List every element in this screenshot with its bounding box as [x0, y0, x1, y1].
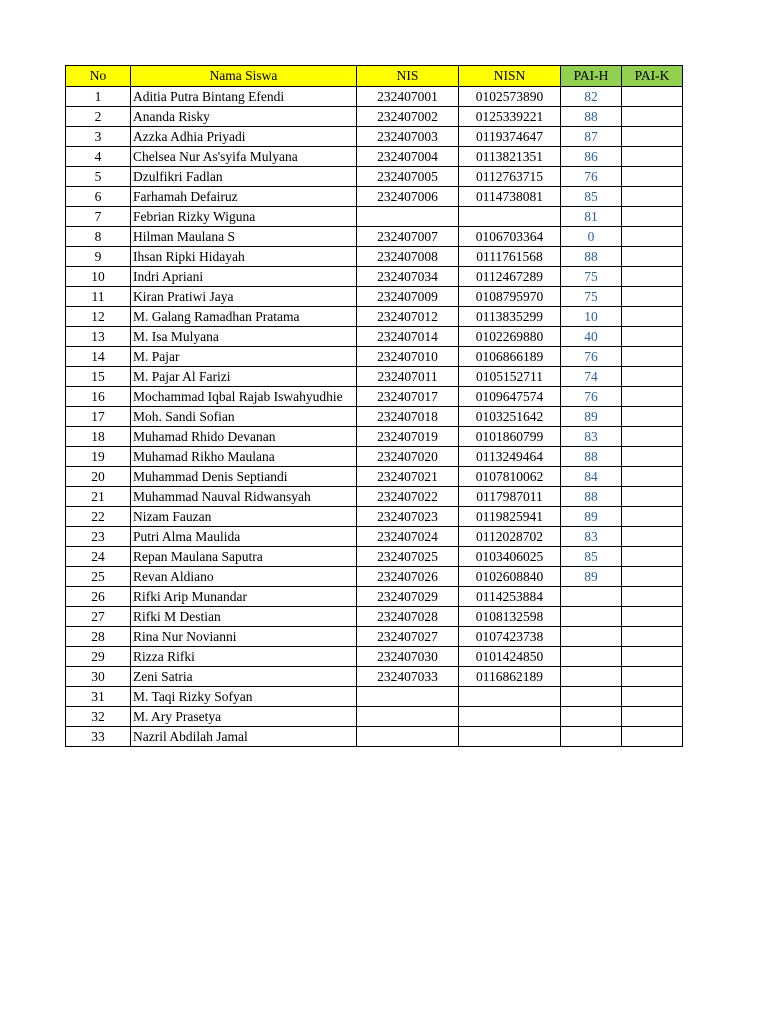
cell-nis[interactable]: 232407025 [357, 547, 459, 567]
cell-nis[interactable] [357, 727, 459, 747]
cell-nis[interactable]: 232407024 [357, 527, 459, 547]
cell-pai-h[interactable] [561, 687, 622, 707]
cell-nis[interactable]: 232407034 [357, 267, 459, 287]
table-row [66, 687, 683, 707]
cell-pai-h[interactable]: 83 [561, 527, 622, 547]
cell-no[interactable]: 16 [66, 387, 131, 407]
cell-nisn[interactable]: 0113821351 [459, 147, 561, 167]
cell-nis[interactable]: 232407003 [357, 127, 459, 147]
cell-pai-h[interactable] [561, 647, 622, 667]
cell-nisn[interactable]: 0109647574 [459, 387, 561, 407]
cell-nama-siswa[interactable]: M. Ary Prasetya [131, 707, 357, 727]
cell-nis[interactable]: 232407020 [357, 447, 459, 467]
cell-nisn[interactable] [459, 687, 561, 707]
cell-pai-k[interactable] [622, 667, 683, 687]
cell-nama-siswa[interactable]: Farhamah Defairuz [131, 187, 357, 207]
table-row [66, 707, 683, 727]
cell-no[interactable]: 8 [66, 227, 131, 247]
cell-pai-k[interactable] [622, 307, 683, 327]
cell-pai-h[interactable]: 88 [561, 247, 622, 267]
cell-pai-h[interactable]: 85 [561, 187, 622, 207]
cell-pai-k[interactable] [622, 567, 683, 587]
cell-pai-k[interactable] [622, 507, 683, 527]
cell-nisn[interactable]: 0102608840 [459, 567, 561, 587]
header-nisn[interactable]: NISN [459, 66, 561, 87]
cell-pai-k[interactable] [622, 247, 683, 267]
cell-pai-k[interactable] [622, 267, 683, 287]
cell-nisn[interactable]: 0112763715 [459, 167, 561, 187]
cell-nama-siswa[interactable]: M. Pajar Al Farizi [131, 367, 357, 387]
cell-nisn[interactable] [459, 207, 561, 227]
cell-pai-h[interactable]: 84 [561, 467, 622, 487]
cell-nama-siswa[interactable]: Rifki Arip Munandar [131, 587, 357, 607]
cell-nisn[interactable]: 0112028702 [459, 527, 561, 547]
cell-pai-k[interactable] [622, 587, 683, 607]
table-row [66, 227, 683, 247]
table-row [66, 587, 683, 607]
cell-pai-k[interactable] [622, 527, 683, 547]
cell-nisn[interactable]: 0114738081 [459, 187, 561, 207]
cell-nis[interactable]: 232407002 [357, 107, 459, 127]
cell-no[interactable]: 22 [66, 507, 131, 527]
cell-nisn[interactable]: 0102269880 [459, 327, 561, 347]
cell-nis[interactable]: 232407023 [357, 507, 459, 527]
cell-no[interactable]: 14 [66, 347, 131, 367]
cell-nis[interactable]: 232407008 [357, 247, 459, 267]
table-row [66, 467, 683, 487]
cell-pai-k[interactable] [622, 287, 683, 307]
cell-pai-h[interactable]: 89 [561, 567, 622, 587]
cell-pai-h[interactable]: 86 [561, 147, 622, 167]
table-row [66, 447, 683, 467]
cell-pai-k[interactable] [622, 367, 683, 387]
header-nis[interactable]: NIS [357, 66, 459, 87]
cell-pai-k[interactable] [622, 627, 683, 647]
cell-pai-h[interactable]: 88 [561, 487, 622, 507]
cell-pai-k[interactable] [622, 347, 683, 367]
cell-nis[interactable]: 232407033 [357, 667, 459, 687]
cell-nis[interactable]: 232407006 [357, 187, 459, 207]
cell-no[interactable]: 27 [66, 607, 131, 627]
cell-pai-h[interactable]: 76 [561, 167, 622, 187]
cell-pai-k[interactable] [622, 447, 683, 467]
cell-no[interactable]: 23 [66, 527, 131, 547]
cell-nisn[interactable]: 0117987011 [459, 487, 561, 507]
cell-nama-siswa[interactable]: Ananda Risky [131, 107, 357, 127]
table-row [66, 607, 683, 627]
cell-nis[interactable]: 232407005 [357, 167, 459, 187]
cell-nisn[interactable]: 0119374647 [459, 127, 561, 147]
cell-nama-siswa[interactable]: Ihsan Ripki Hidayah [131, 247, 357, 267]
cell-nis[interactable]: 232407021 [357, 467, 459, 487]
table-row [66, 267, 683, 287]
cell-pai-k[interactable] [622, 87, 683, 107]
cell-pai-h[interactable]: 83 [561, 427, 622, 447]
cell-nis[interactable]: 232407012 [357, 307, 459, 327]
cell-nisn[interactable]: 0108795970 [459, 287, 561, 307]
table-header [66, 66, 683, 87]
cell-pai-h[interactable]: 0 [561, 227, 622, 247]
table-row [66, 347, 683, 367]
table-body [66, 87, 683, 747]
cell-no[interactable]: 26 [66, 587, 131, 607]
table-row [66, 387, 683, 407]
cell-pai-k[interactable] [622, 227, 683, 247]
cell-pai-k[interactable] [622, 607, 683, 627]
cell-pai-k[interactable] [622, 387, 683, 407]
table-row [66, 647, 683, 667]
cell-nama-siswa[interactable]: Mochammad Iqbal Rajab Iswahyudhie [131, 387, 357, 407]
table-row [66, 247, 683, 267]
cell-nama-siswa[interactable]: Muhammad Nauval Ridwansyah [131, 487, 357, 507]
cell-nis[interactable]: 232407011 [357, 367, 459, 387]
cell-pai-k[interactable] [622, 107, 683, 127]
cell-nis[interactable]: 232407007 [357, 227, 459, 247]
cell-nama-siswa[interactable]: M. Isa Mulyana [131, 327, 357, 347]
cell-nama-siswa[interactable]: Febrian Rizky Wiguna [131, 207, 357, 227]
cell-pai-k[interactable] [622, 327, 683, 347]
cell-nisn[interactable]: 0101424850 [459, 647, 561, 667]
cell-no[interactable]: 11 [66, 287, 131, 307]
cell-nama-siswa[interactable]: Muhammad Denis Septiandi [131, 467, 357, 487]
table-row [66, 407, 683, 427]
cell-nama-siswa[interactable]: Rizza Rifki [131, 647, 357, 667]
table-row [66, 167, 683, 187]
cell-pai-h[interactable]: 75 [561, 287, 622, 307]
cell-nis[interactable]: 232407018 [357, 407, 459, 427]
header-pai-h[interactable]: PAI-H [561, 66, 622, 87]
cell-nis[interactable]: 232407001 [357, 87, 459, 107]
cell-nisn[interactable]: 0111761568 [459, 247, 561, 267]
cell-pai-k[interactable] [622, 187, 683, 207]
cell-no[interactable]: 24 [66, 547, 131, 567]
cell-no[interactable]: 30 [66, 667, 131, 687]
cell-no[interactable]: 20 [66, 467, 131, 487]
cell-pai-k[interactable] [622, 167, 683, 187]
cell-nisn[interactable]: 0107810062 [459, 467, 561, 487]
cell-no[interactable]: 29 [66, 647, 131, 667]
cell-pai-k[interactable] [622, 687, 683, 707]
table-row [66, 207, 683, 227]
cell-nisn[interactable]: 0116862189 [459, 667, 561, 687]
cell-pai-h[interactable] [561, 607, 622, 627]
cell-no[interactable]: 18 [66, 427, 131, 447]
table-row [66, 487, 683, 507]
cell-pai-k[interactable] [622, 547, 683, 567]
cell-nis[interactable]: 232407017 [357, 387, 459, 407]
cell-nisn[interactable]: 0113249464 [459, 447, 561, 467]
cell-nisn[interactable]: 0108132598 [459, 607, 561, 627]
cell-pai-h[interactable]: 81 [561, 207, 622, 227]
cell-nama-siswa[interactable]: M. Galang Ramadhan Pratama [131, 307, 357, 327]
cell-nisn[interactable]: 0125339221 [459, 107, 561, 127]
cell-nis[interactable]: 232407030 [357, 647, 459, 667]
cell-no[interactable]: 3 [66, 127, 131, 147]
cell-no[interactable]: 5 [66, 167, 131, 187]
cell-nama-siswa[interactable]: Indri Apriani [131, 267, 357, 287]
table-row [66, 547, 683, 567]
cell-no[interactable]: 4 [66, 147, 131, 167]
cell-no[interactable]: 13 [66, 327, 131, 347]
cell-nama-siswa[interactable]: Nizam Fauzan [131, 507, 357, 527]
table-row [66, 667, 683, 687]
cell-no[interactable]: 7 [66, 207, 131, 227]
header-pai-k[interactable]: PAI-K [622, 66, 683, 87]
cell-no[interactable]: 2 [66, 107, 131, 127]
cell-pai-h[interactable] [561, 587, 622, 607]
cell-no[interactable]: 9 [66, 247, 131, 267]
table-row [66, 727, 683, 747]
cell-nis[interactable]: 232407022 [357, 487, 459, 507]
header-no[interactable]: No [66, 66, 131, 87]
cell-nama-siswa[interactable]: Putri Alma Maulida [131, 527, 357, 547]
cell-nisn[interactable]: 0103251642 [459, 407, 561, 427]
cell-nis[interactable]: 232407019 [357, 427, 459, 447]
cell-pai-h[interactable]: 76 [561, 387, 622, 407]
cell-nis[interactable]: 232407014 [357, 327, 459, 347]
cell-no[interactable]: 33 [66, 727, 131, 747]
cell-nisn[interactable]: 0112467289 [459, 267, 561, 287]
cell-nisn[interactable] [459, 727, 561, 747]
cell-nama-siswa[interactable]: Aditia Putra Bintang Efendi [131, 87, 357, 107]
cell-no[interactable]: 15 [66, 367, 131, 387]
cell-pai-h[interactable]: 76 [561, 347, 622, 367]
cell-pai-h[interactable] [561, 727, 622, 747]
cell-nama-siswa[interactable]: Rina Nur Novianni [131, 627, 357, 647]
cell-pai-h[interactable]: 89 [561, 507, 622, 527]
table-row [66, 427, 683, 447]
cell-nama-siswa[interactable]: Hilman Maulana S [131, 227, 357, 247]
table-row [66, 87, 683, 107]
cell-nisn[interactable]: 0106866189 [459, 347, 561, 367]
cell-pai-h[interactable]: 10 [561, 307, 622, 327]
cell-pai-h[interactable]: 88 [561, 107, 622, 127]
cell-nama-siswa[interactable]: Revan Aldiano [131, 567, 357, 587]
cell-nis[interactable]: 232407026 [357, 567, 459, 587]
cell-nis[interactable]: 232407027 [357, 627, 459, 647]
cell-nisn[interactable] [459, 707, 561, 727]
cell-nisn[interactable]: 0107423738 [459, 627, 561, 647]
cell-pai-k[interactable] [622, 127, 683, 147]
table-row [66, 507, 683, 527]
cell-no[interactable]: 31 [66, 687, 131, 707]
cell-no[interactable]: 6 [66, 187, 131, 207]
cell-no[interactable]: 21 [66, 487, 131, 507]
table-row [66, 147, 683, 167]
cell-nisn[interactable]: 0106703364 [459, 227, 561, 247]
cell-nis[interactable] [357, 687, 459, 707]
cell-pai-h[interactable]: 82 [561, 87, 622, 107]
cell-nama-siswa[interactable]: Dzulfikri Fadlan [131, 167, 357, 187]
cell-pai-k[interactable] [622, 647, 683, 667]
cell-nama-siswa[interactable]: Chelsea Nur As'syifa Mulyana [131, 147, 357, 167]
cell-nisn[interactable]: 0119825941 [459, 507, 561, 527]
cell-pai-h[interactable]: 87 [561, 127, 622, 147]
header-nama-siswa[interactable]: Nama Siswa [131, 66, 357, 87]
cell-nis[interactable]: 232407028 [357, 607, 459, 627]
cell-pai-h[interactable]: 74 [561, 367, 622, 387]
cell-nama-siswa[interactable]: Rifki M Destian [131, 607, 357, 627]
cell-no[interactable]: 32 [66, 707, 131, 727]
cell-nama-siswa[interactable]: Muhamad Rikho Maulana [131, 447, 357, 467]
cell-pai-h[interactable] [561, 707, 622, 727]
cell-no[interactable]: 10 [66, 267, 131, 287]
header-row [66, 66, 683, 87]
cell-nisn[interactable]: 0103406025 [459, 547, 561, 567]
cell-no[interactable]: 12 [66, 307, 131, 327]
table-row [66, 287, 683, 307]
cell-pai-k[interactable] [622, 467, 683, 487]
table-row [66, 327, 683, 347]
table-row [66, 527, 683, 547]
cell-nisn[interactable]: 0102573890 [459, 87, 561, 107]
cell-pai-h[interactable] [561, 667, 622, 687]
cell-no[interactable]: 25 [66, 567, 131, 587]
cell-nis[interactable]: 232407009 [357, 287, 459, 307]
cell-pai-k[interactable] [622, 707, 683, 727]
cell-nis[interactable]: 232407029 [357, 587, 459, 607]
cell-no[interactable]: 19 [66, 447, 131, 467]
cell-pai-h[interactable]: 89 [561, 407, 622, 427]
cell-nisn[interactable]: 0113835299 [459, 307, 561, 327]
cell-nisn[interactable]: 0105152711 [459, 367, 561, 387]
table-row [66, 127, 683, 147]
cell-nama-siswa[interactable]: M. Taqi Rizky Sofyan [131, 687, 357, 707]
table-row [66, 187, 683, 207]
cell-no[interactable]: 28 [66, 627, 131, 647]
table-row [66, 307, 683, 327]
cell-pai-h[interactable] [561, 627, 622, 647]
table-row [66, 567, 683, 587]
table-row [66, 627, 683, 647]
cell-pai-h[interactable]: 40 [561, 327, 622, 347]
cell-nama-siswa[interactable]: Repan Maulana Saputra [131, 547, 357, 567]
cell-nisn[interactable]: 0101860799 [459, 427, 561, 447]
cell-pai-k[interactable] [622, 727, 683, 747]
cell-pai-k[interactable] [622, 487, 683, 507]
cell-pai-k[interactable] [622, 147, 683, 167]
cell-nis[interactable]: 232407010 [357, 347, 459, 367]
cell-pai-k[interactable] [622, 427, 683, 447]
cell-nama-siswa[interactable]: Muhamad Rhido Devanan [131, 427, 357, 447]
cell-no[interactable]: 1 [66, 87, 131, 107]
cell-nis[interactable]: 232407004 [357, 147, 459, 167]
table-row [66, 367, 683, 387]
cell-nisn[interactable]: 0114253884 [459, 587, 561, 607]
table-row [66, 107, 683, 127]
cell-nama-siswa[interactable]: Moh. Sandi Sofian [131, 407, 357, 427]
cell-nama-siswa[interactable]: Zeni Satria [131, 667, 357, 687]
cell-nis[interactable] [357, 707, 459, 727]
cell-pai-k[interactable] [622, 407, 683, 427]
cell-pai-h[interactable]: 88 [561, 447, 622, 467]
cell-nama-siswa[interactable]: Kiran Pratiwi Jaya [131, 287, 357, 307]
cell-nis[interactable] [357, 207, 459, 227]
cell-pai-h[interactable]: 75 [561, 267, 622, 287]
cell-no[interactable]: 17 [66, 407, 131, 427]
cell-nama-siswa[interactable]: M. Pajar [131, 347, 357, 367]
student-grade-table [65, 65, 683, 747]
cell-nama-siswa[interactable]: Azzka Adhia Priyadi [131, 127, 357, 147]
cell-pai-k[interactable] [622, 207, 683, 227]
cell-pai-h[interactable]: 85 [561, 547, 622, 567]
cell-nama-siswa[interactable]: Nazril Abdilah Jamal [131, 727, 357, 747]
